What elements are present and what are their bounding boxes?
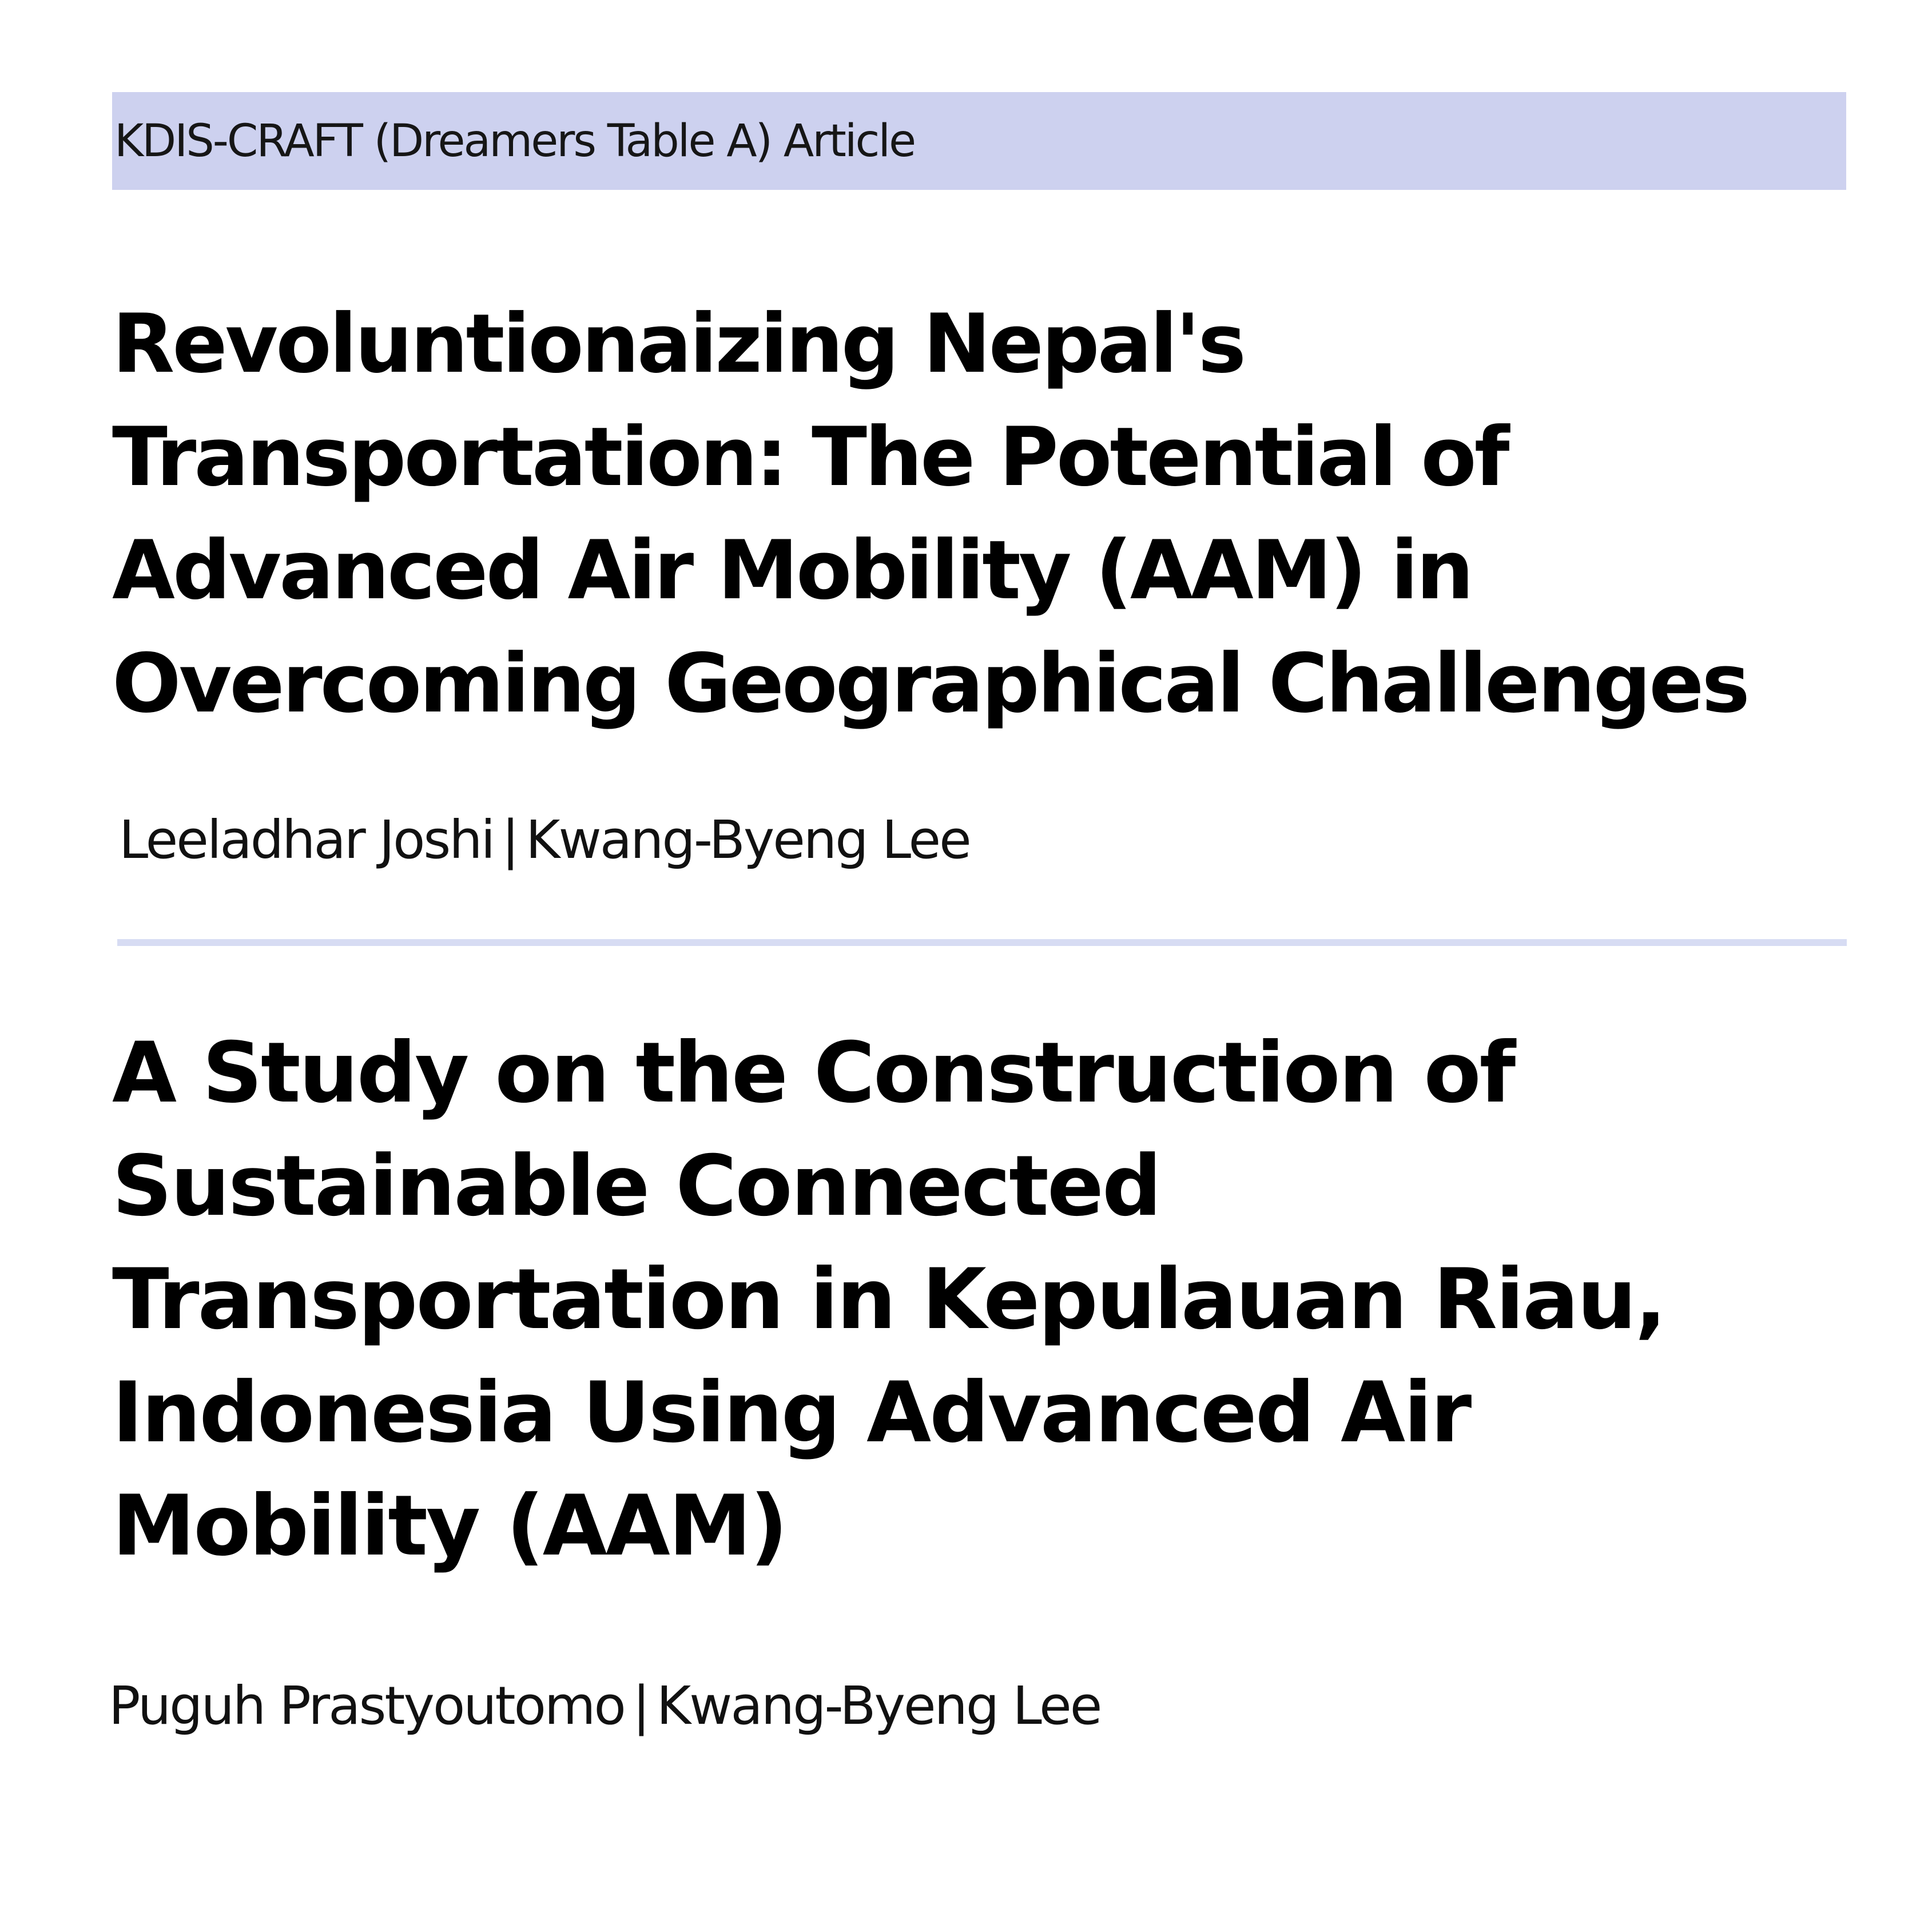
header-label: KDIS-CRAFT (Dreamers Table A) Article <box>114 115 915 167</box>
article-1-author-1: Leeladhar Joshi <box>119 809 494 870</box>
author-separator: | <box>632 1675 649 1736</box>
article-2-author-2: Kwang-Byeng Lee <box>656 1675 1101 1736</box>
article-2-title: A Study on the Construction of Sustainable Connected Transportation in Kepulauan Riau, Indonesia Using Advanced Air Mobility (AAM) <box>112 1024 1665 1575</box>
article-2-authors <box>109 1675 1101 1736</box>
article-1-authors <box>119 809 970 870</box>
author-separator: | <box>502 809 518 870</box>
article-2-author-1: Puguh Prastyoutomo <box>109 1675 625 1736</box>
article-1-title: Revoluntionaizing Nepal's Transportation: The Potential of Advanced Air Mobility (AAM) in Overcoming Geographical Challenges <box>112 297 1748 731</box>
header-band <box>112 92 1846 190</box>
article-divider <box>117 939 1847 946</box>
article-1-author-2: Kwang-Byeng Lee <box>526 809 970 870</box>
